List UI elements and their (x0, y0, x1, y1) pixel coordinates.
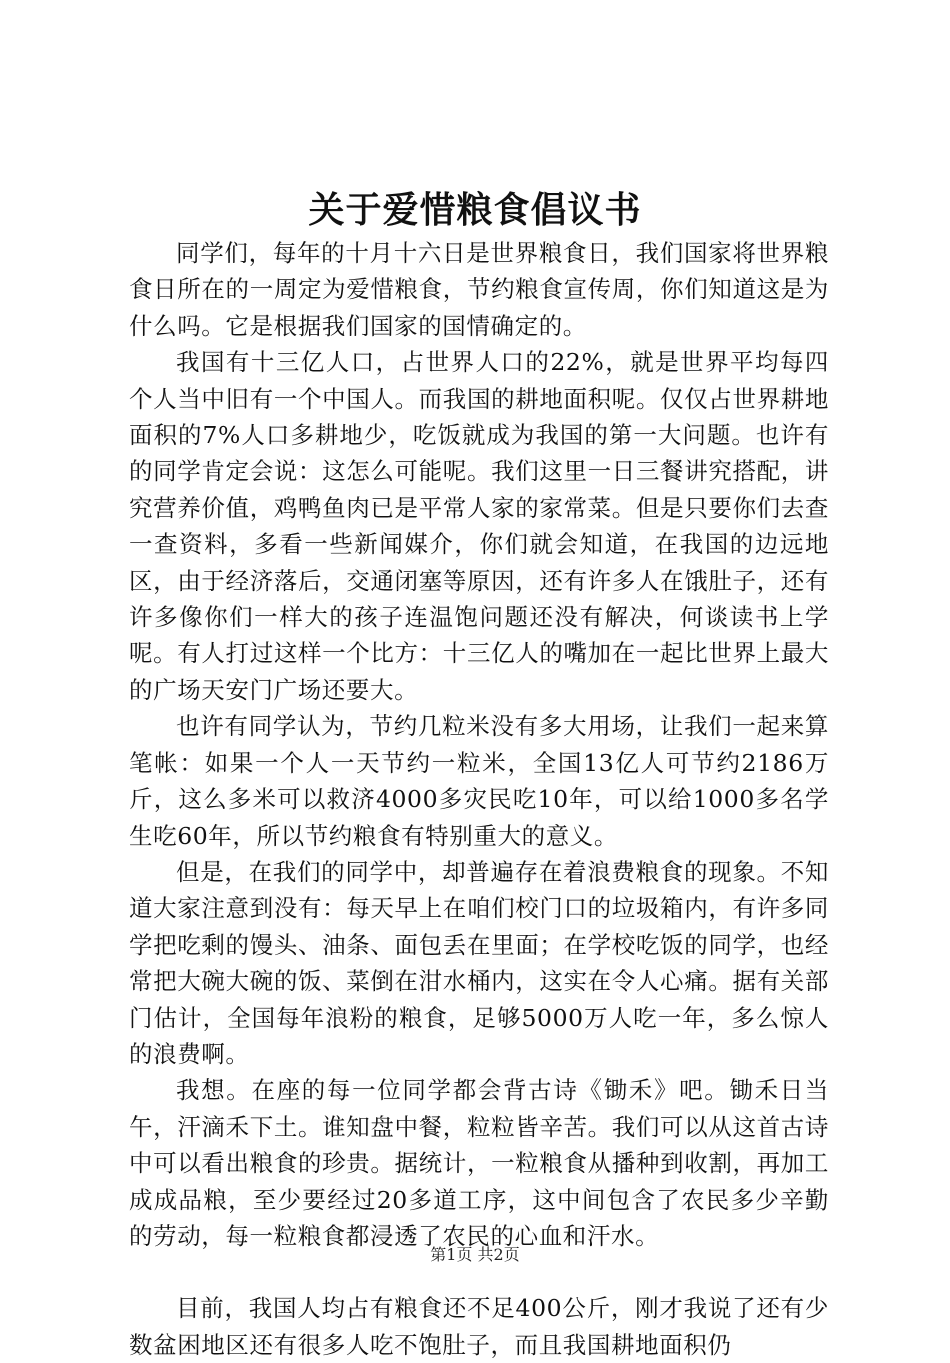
page-footer: 第1页 共2页 (430, 1245, 520, 1264)
paragraph: 同学们，每年的十月十六日是世界粮食日，我们国家将世界粮食日所在的一周定为爱惜粮食，节约粮食宣传周，你们知道这是为什么吗。它是根据我们国家的国情确定的。 (129, 239, 829, 340)
paragraph: 我国有十三亿人口，占世界人口的22%，就是世界平均每四个人当中旧有一个中国人。而我国的耕地面积呢。仅仅占世界耕地面积的7%人口多耕地少，吃饭就成为我国的第一大问题。也许有的同学肯定会说：这怎么可能呢。我们这里一日三餐讲究搭配，讲究营养价值，鸡鸭鱼肉已是平常人家的家常菜。但是只要你们去查一查资料，多看一些新闻媒介，你们就会知道，在我国的边远地区，由于经济落后，交通闭塞等原因，还有许多人在饿肚子，还有许多像你们一样大的孩子连温饱问题还没有解决，何谈读书上学呢。有人打过这样一个比方：十三亿人的嘴加在一起比世界上最大的广场天安门广场还要大。 (129, 348, 829, 704)
paragraph: 但是，在我们的同学中，却普遍存在着浪费粮食的现象。不知道大家注意到没有：每天早上在咱们校门口的垃圾箱内，有许多同学把吃剩的馒头、油条、面包丢在里面；在学校吃饭的同学，也经常把大碗大碗的饭、菜倒在泔水桶内，这实在令人心痛。据有关部门估计，全国每年浪粉的粮食，足够5000万人吃一年，多么惊人的浪费啊。 (129, 857, 829, 1068)
paragraph: 我想。在座的每一位同学都会背古诗《锄禾》吧。锄禾日当午，汗滴禾下土。谁知盘中餐，粒粒皆辛苦。我们可以从这首古诗中可以看出粮食的珍贵。据统计，一粒粮食从播种到收割，再加工成成品粮，至少要经过20多道工序，这中间包含了农民多少辛勤的劳动，每一粒粮食都浸透了农民的心血和汗水。 (129, 1076, 829, 1250)
paragraph: 也许有同学认为，节约几粒米没有多大用场，让我们一起来算笔帐：如果一个人一天节约一粒米，全国13亿人可节约2186万斤，这么多米可以救济4000多灾民吃10年，可以给1000多名学生吃60年，所以节约粮食有特别重大的意义。 (129, 712, 829, 850)
document-title: 关于爱惜粮食倡议书 (308, 189, 642, 231)
document-body (129, 235, 829, 1363)
paragraph: 目前，我国人均占有粮食还不足400公斤，刚才我说了还有少数盆困地区还有很多人吃不饱肚子，而且我国耕地面积仍 (129, 1294, 829, 1359)
